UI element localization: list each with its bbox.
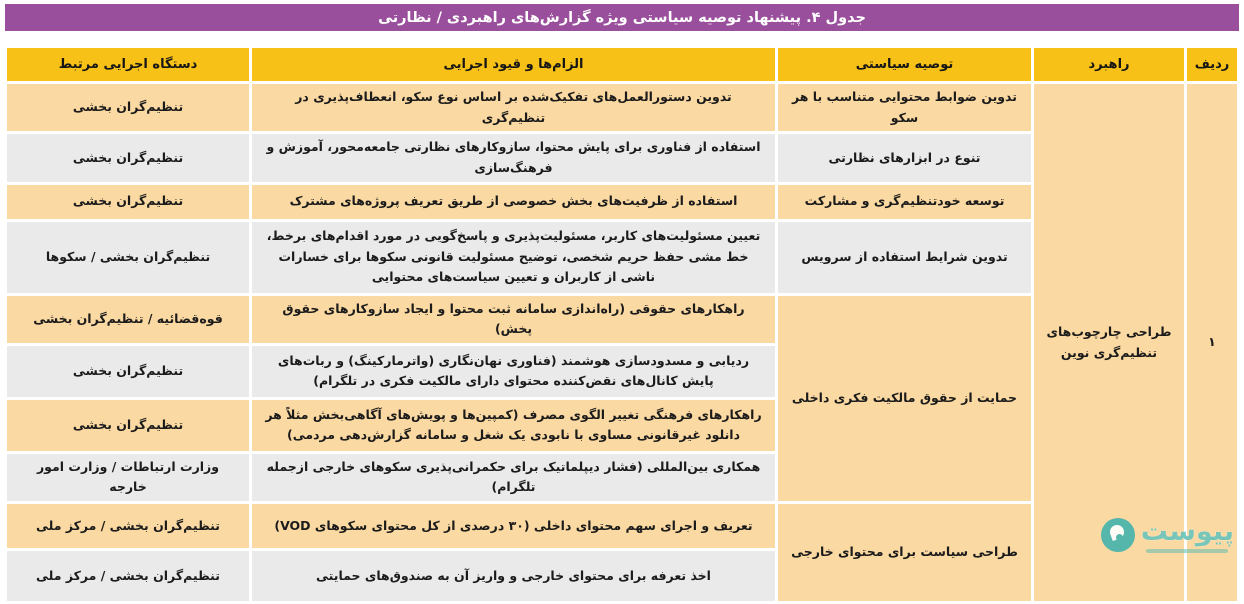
- header-dastgah: دستگاه اجرایی مرتبط: [7, 48, 249, 81]
- strategy-cell: طراحی چارچوب‌های تنظیم‌گری نوین: [1034, 84, 1184, 601]
- requirement-cell: تعریف و اجرای سهم محتوای داخلی (۳۰ درصدی از کل محتوای سکوهای VOD): [252, 504, 775, 548]
- header-radif: ردیف: [1187, 48, 1237, 81]
- agency-cell: تنظیم‌گران بخشی: [7, 185, 249, 219]
- header-row: [7, 48, 1237, 81]
- table-title-bar: [5, 4, 1239, 31]
- agency-cell: تنظیم‌گران بخشی: [7, 400, 249, 451]
- policy-cell-merged-foreign: طراحی سیاست برای محتوای خارجی: [778, 504, 1031, 601]
- requirement-cell: استفاده از فناوری برای پایش محتوا، سازوکارهای نظارتی جامعه‌محور، آموزش و فرهنگ‌سازی: [252, 134, 775, 181]
- header-elzam: الزام‌ها و قیود اجرایی: [252, 48, 775, 81]
- policy-cell: تنوع در ابزارهای نظارتی: [778, 134, 1031, 181]
- agency-cell: تنظیم‌گران بخشی / مرکز ملی: [7, 504, 249, 548]
- agency-cell: قوه‌قضائیه / تنظیم‌گران بخشی: [7, 296, 249, 343]
- requirement-cell: اخذ تعرفه برای محتوای خارجی و واریز آن به صندوق‌های حمایتی: [252, 551, 775, 601]
- requirement-cell: تعیین مسئولیت‌های کاربر، مسئولیت‌پذیری و پاسخ‌گویی در مورد اقدام‌های برخط، خط مشی حفظ حریم شخصی، توضیح مسئولیت قانونی سکوها برای خسارات ناشی از کاربران و تعیین سیاست‌های محتوایی: [252, 222, 775, 293]
- policy-table: [4, 45, 1240, 604]
- requirement-cell: استفاده از ظرفیت‌های بخش خصوصی از طریق تعریف پروژه‌های مشترک: [252, 185, 775, 219]
- policy-cell: تدوین ضوابط محتوایی متناسب با هر سکو: [778, 84, 1031, 131]
- agency-cell: تنظیم‌گران بخشی: [7, 84, 249, 131]
- agency-cell: تنظیم‌گران بخشی / مرکز ملی: [7, 551, 249, 601]
- requirement-cell: ردیابی و مسدودسازی هوشمند (فناوری نهان‌نگاری (واترمارکینگ) و ربات‌های پایش کانال‌های نقض‌کننده محتوای دارای مالکیت فکری در تلگرام): [252, 346, 775, 397]
- requirement-cell: تدوین دستورالعمل‌های تفکیک‌شده بر اساس نوع سکو، انعطاف‌پذیری در تنظیم‌گری: [252, 84, 775, 131]
- header-tosie: توصیه سیاستی: [778, 48, 1031, 81]
- policy-cell-merged-ip: حمایت از حقوق مالکیت فکری داخلی: [778, 296, 1031, 502]
- agency-cell: تنظیم‌گران بخشی: [7, 346, 249, 397]
- row-number-cell: ۱: [1187, 84, 1237, 601]
- requirement-cell: راهکارهای حقوقی (راه‌اندازی سامانه ثبت محتوا و ایجاد سازوکارهای حقوق پخش): [252, 296, 775, 343]
- agency-cell: تنظیم‌گران بخشی / سکوها: [7, 222, 249, 293]
- requirement-cell: همکاری بین‌المللی (فشار دیپلماتیک برای حکمرانی‌پذیری سکوهای خارجی ازجمله تلگرام): [252, 454, 775, 501]
- agency-cell: تنظیم‌گران بخشی: [7, 134, 249, 181]
- requirement-cell: راهکارهای فرهنگی تغییر الگوی مصرف (کمپین‌ها و پویش‌های آگاهی‌بخش مثلاً هر دانلود غیرقانونی مساوی با نابودی یک شغل و سامانه گزارش‌دهی مردمی): [252, 400, 775, 451]
- agency-cell: وزارت ارتباطات / وزارت امور خارجه: [7, 454, 249, 501]
- policy-cell: توسعه خودتنظیم‌گری و مشارکت: [778, 185, 1031, 219]
- peivast-brand-text: پیوست: [1140, 516, 1234, 548]
- header-rahbord: راهبرد: [1034, 48, 1184, 81]
- table-title: جدول ۴. پیشنهاد توصیه سیاستی ویژه گزارش‌های راهبردی / نظارتی: [378, 9, 866, 26]
- policy-cell: تدوین شرایط استفاده از سرویس: [778, 222, 1031, 293]
- table-row: [7, 84, 1237, 131]
